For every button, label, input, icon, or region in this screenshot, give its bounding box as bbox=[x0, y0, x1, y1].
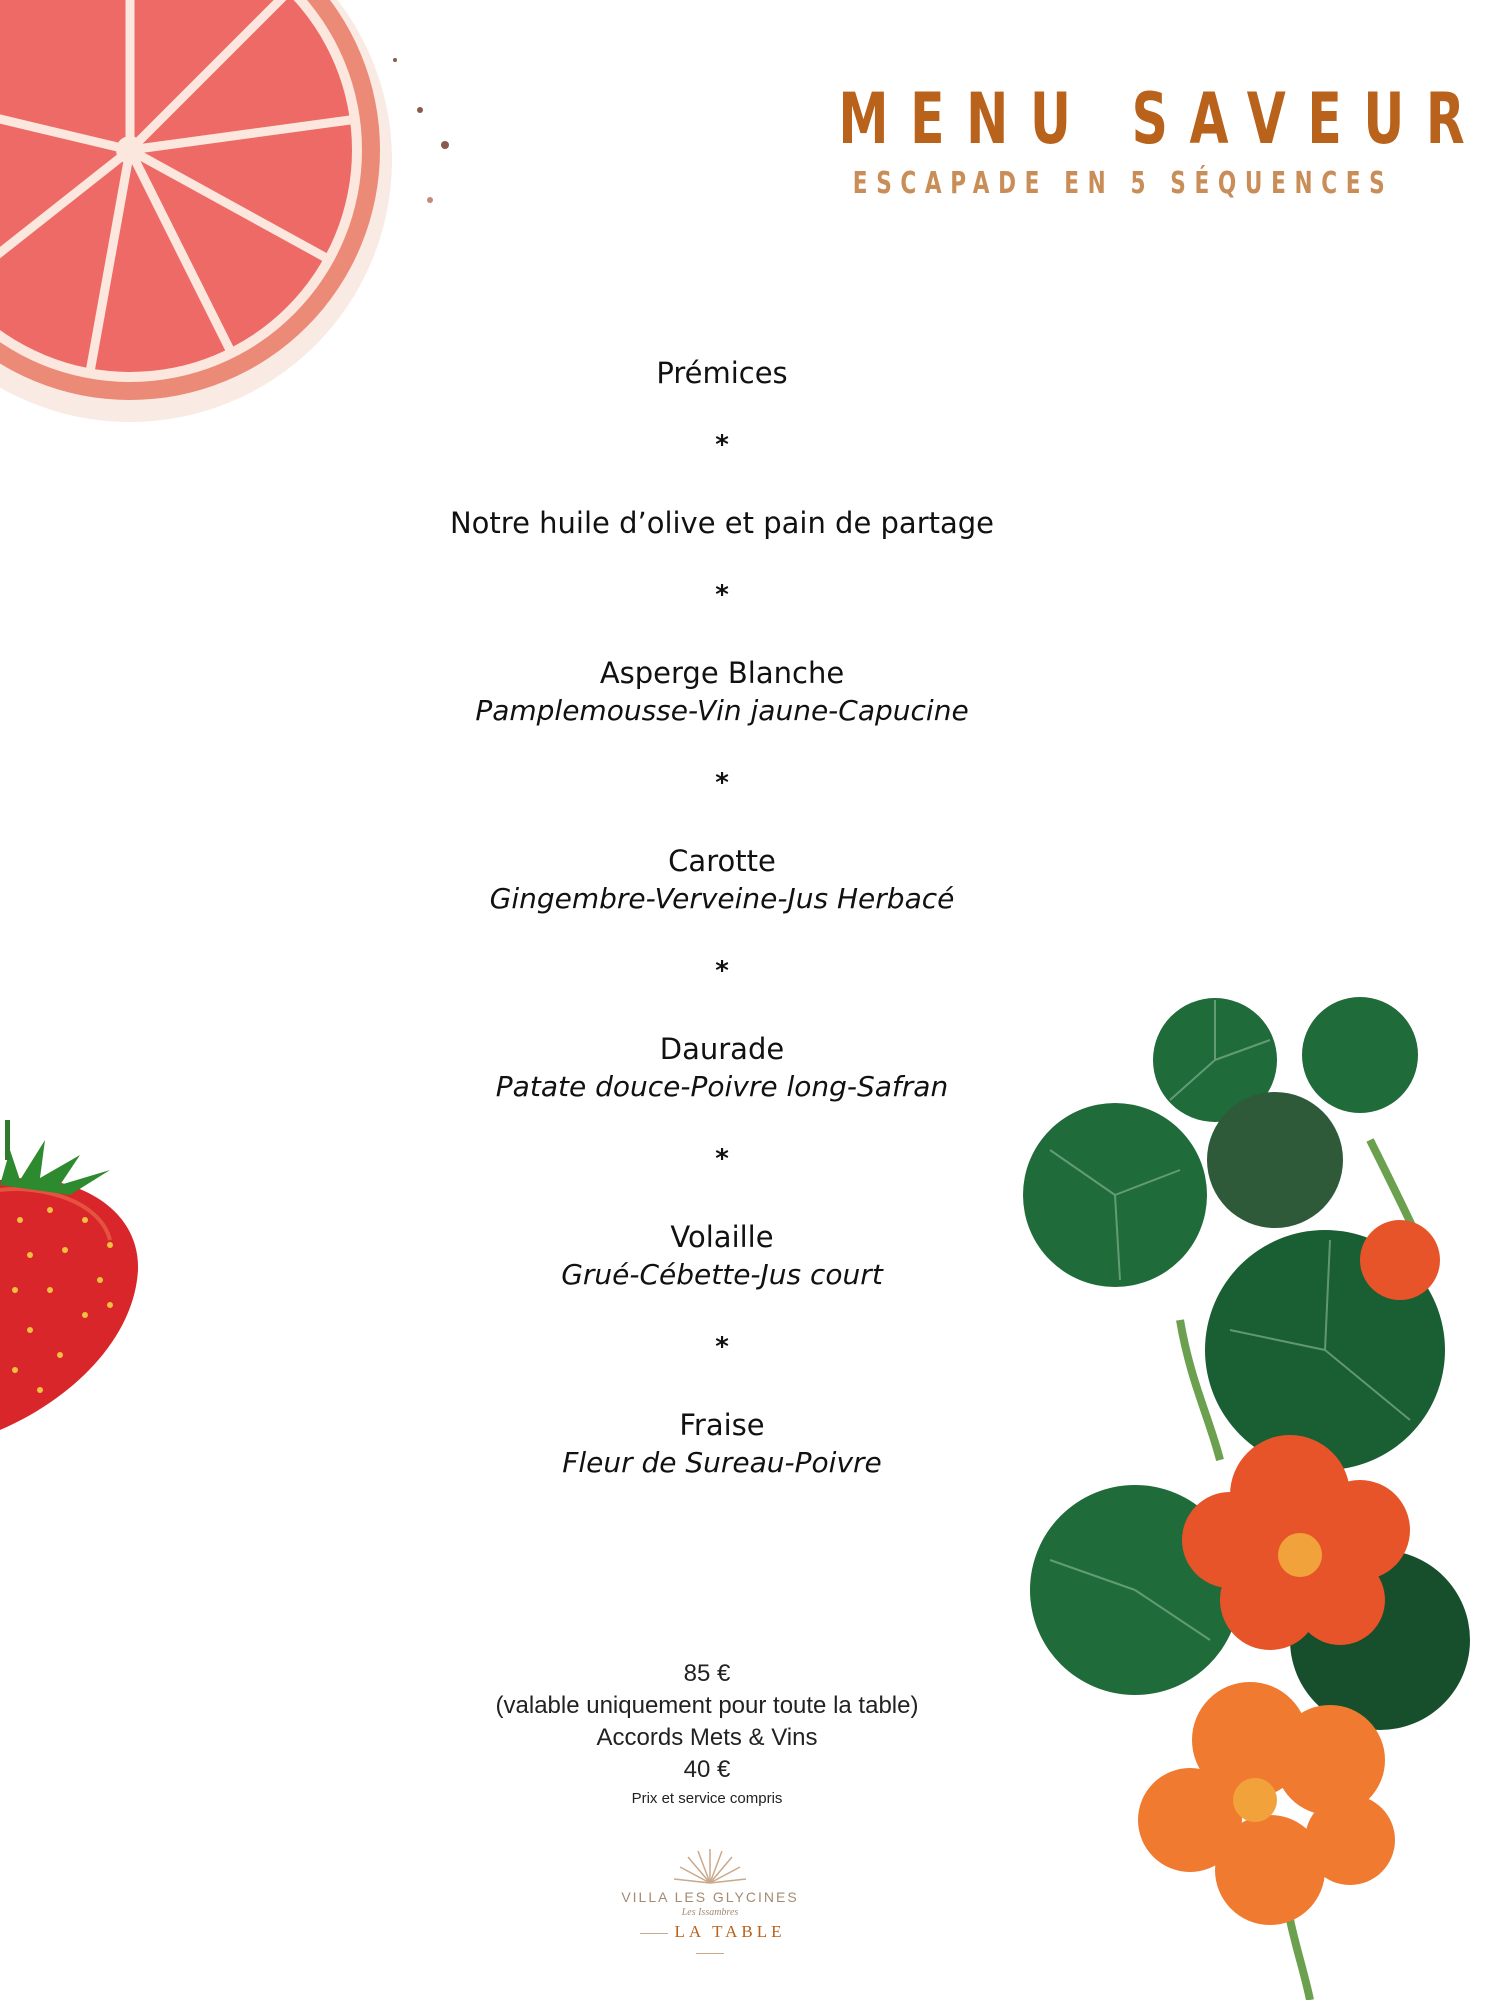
logo-table-line bbox=[620, 1922, 800, 1962]
price-block bbox=[440, 1658, 974, 1812]
course bbox=[400, 1030, 1044, 1106]
menu-subtitle: ESCAPADE EN 5 SÉQUENCES bbox=[852, 166, 1394, 201]
intro-premices: Prémices bbox=[656, 356, 788, 390]
price-note: Prix et service compris bbox=[631, 1790, 783, 1807]
separator: * bbox=[715, 430, 729, 460]
separator: * bbox=[715, 580, 729, 610]
menu-title: MENU SAVEUR bbox=[838, 78, 1486, 160]
menu-list bbox=[400, 354, 1044, 1482]
pairing-label: Accords Mets & Vins bbox=[596, 1724, 818, 1751]
course-title: Asperge Blanche bbox=[599, 656, 845, 690]
sunrise-icon bbox=[670, 1845, 750, 1885]
course-description: Pamplemousse-Vin jaune-Capucine bbox=[475, 694, 969, 727]
pairing-price: 40 € bbox=[683, 1756, 731, 1783]
intro-bread: Notre huile d’olive et pain de partage bbox=[449, 506, 995, 540]
separator: * bbox=[715, 1332, 729, 1362]
course-title: Volaille bbox=[670, 1220, 774, 1254]
course bbox=[400, 1218, 1044, 1294]
logo-name: VILLA LES GLYCINES bbox=[621, 1889, 799, 1905]
course bbox=[400, 842, 1044, 918]
separator: * bbox=[715, 768, 729, 798]
course-title: Daurade bbox=[659, 1032, 785, 1066]
course-title: Fraise bbox=[679, 1408, 765, 1442]
course-description: Gingembre-Verveine-Jus Herbacé bbox=[489, 882, 955, 915]
menu-price: 85 € bbox=[683, 1660, 731, 1687]
course-title: Carotte bbox=[668, 844, 776, 878]
separator: * bbox=[715, 956, 729, 986]
divider bbox=[640, 1933, 668, 1934]
course bbox=[400, 1406, 1044, 1482]
logo-place: Les Issambres bbox=[681, 1907, 739, 1918]
restaurant-logo bbox=[620, 1845, 800, 1962]
course-description: Fleur de Sureau-Poivre bbox=[562, 1446, 882, 1479]
separator: * bbox=[715, 1144, 729, 1174]
nasturtium-illustration bbox=[1030, 1000, 1414, 2000]
logo-table: LA TABLE bbox=[674, 1922, 786, 1941]
course-description: Patate douce-Poivre long-Safran bbox=[495, 1070, 949, 1103]
price-condition: (valable uniquement pour toute la table) bbox=[495, 1692, 919, 1719]
course bbox=[400, 654, 1044, 730]
course-description: Grué-Cébette-Jus court bbox=[561, 1258, 883, 1291]
divider bbox=[696, 1953, 724, 1954]
strawberry-illustration bbox=[0, 1070, 150, 1450]
